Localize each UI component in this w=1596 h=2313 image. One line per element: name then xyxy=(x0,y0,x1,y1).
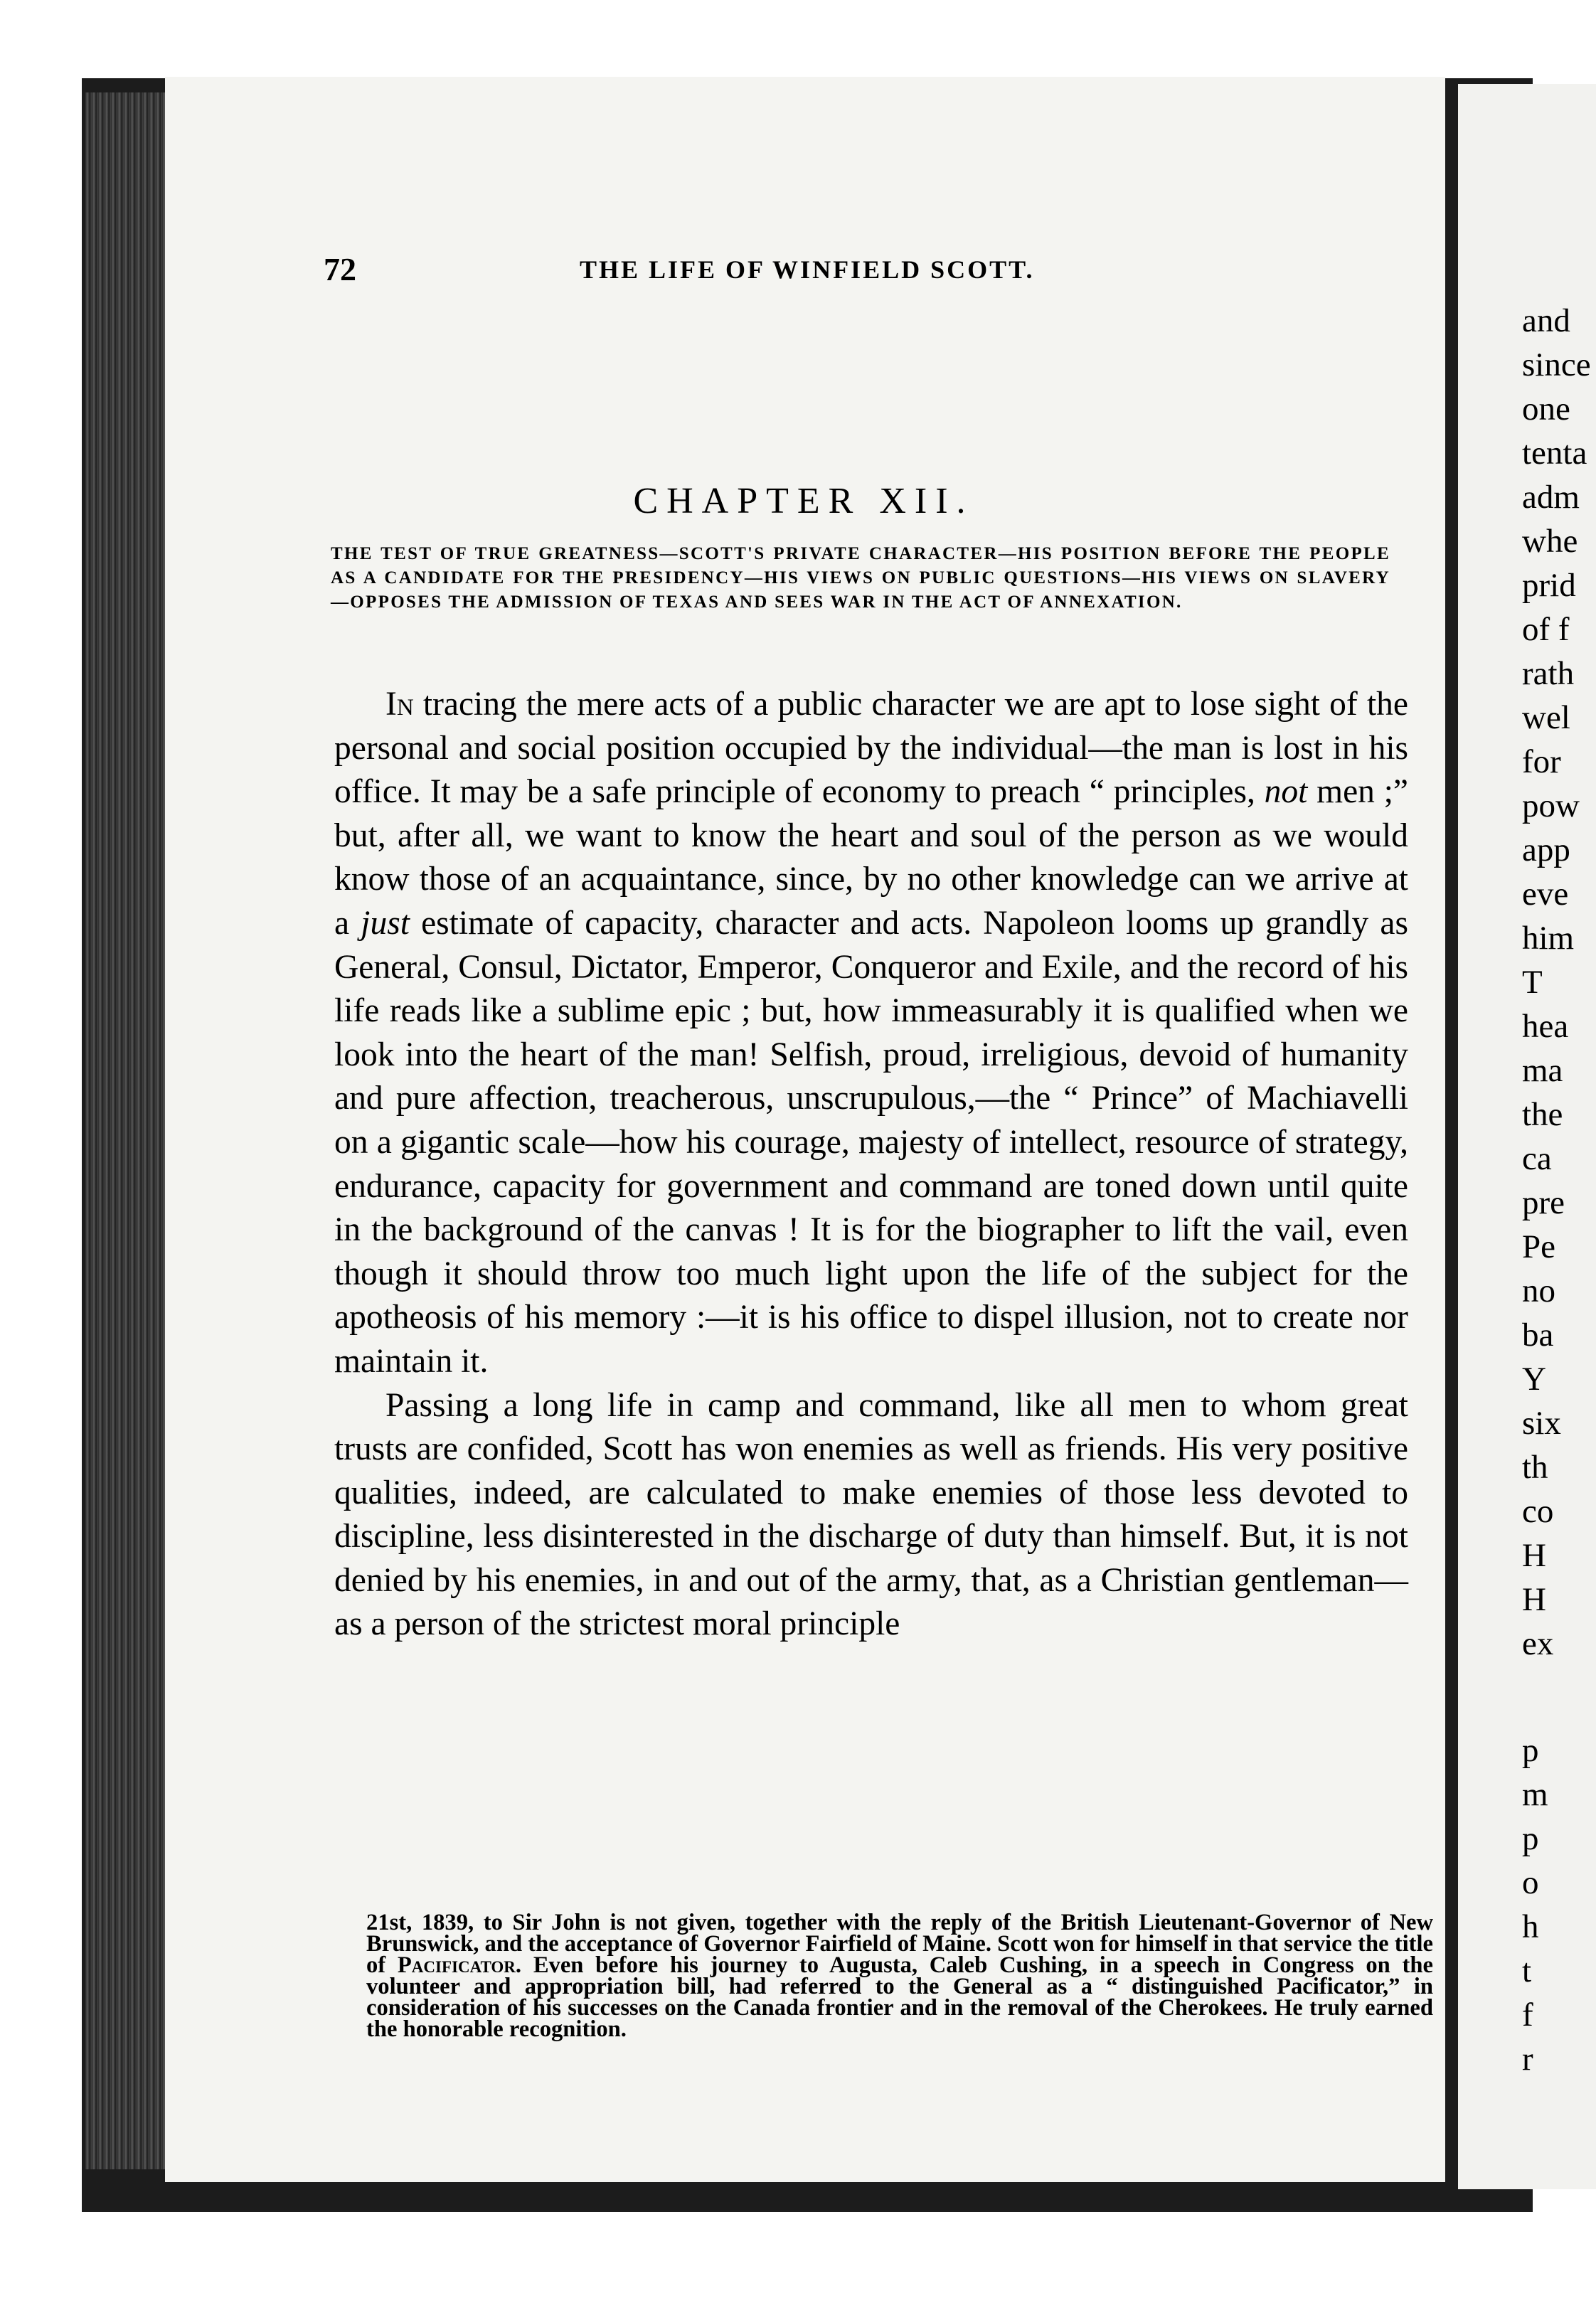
next-page-fragment: him xyxy=(1522,920,1575,957)
next-page-fragment: r xyxy=(1522,2041,1533,2078)
page-edges xyxy=(85,92,167,2169)
next-page-fragment: no xyxy=(1522,1272,1555,1309)
next-page-fragment: pre xyxy=(1522,1184,1565,1221)
next-page-fragment: wel xyxy=(1522,699,1570,736)
next-page-fragment: H xyxy=(1522,1581,1546,1618)
next-page-fragment: app xyxy=(1522,831,1570,868)
fragment-gap xyxy=(1522,1666,1596,1728)
running-title: THE LIFE OF WINFIELD SCOTT. xyxy=(580,255,1035,284)
next-page-fragment: f xyxy=(1522,1996,1533,2033)
footnote: 21st, 1839, to Sir John is not given, together with the reply of the British Lieutenant-Governor of New Brunswick, and the acceptance of Governor Fairfield of Maine. Scott won for himself in that service the title of Pacificator. Even before his journey to Augusta, Caleb Cushing, in a speech in Congress on the volunteer and appropriation bill, had referred to the General as a “ distinguished Pacificator,” in consideration of his successes on the Canada frontier and in the removal of the Cherokees. He truly earned the honorable recognition. xyxy=(366,1910,1433,2042)
next-page-fragment: eve xyxy=(1522,876,1569,913)
fragments-top xyxy=(1522,299,1596,1666)
next-page-fragment: six xyxy=(1522,1405,1561,1442)
next-page-fragment: h xyxy=(1522,1908,1539,1945)
next-page-fragment: hea xyxy=(1522,1008,1569,1045)
next-page-fragment: prid xyxy=(1522,567,1576,604)
next-page-fragment: Pe xyxy=(1522,1228,1555,1265)
next-page-fragment: th xyxy=(1522,1449,1548,1486)
emphasis-not: not xyxy=(1264,773,1308,811)
next-page-fragment: m xyxy=(1522,1776,1548,1813)
next-page-fragment: tenta xyxy=(1522,435,1587,472)
next-page-fragment: o xyxy=(1522,1864,1539,1901)
next-page-fragment: adm xyxy=(1522,479,1580,516)
paragraph-1: In tracing the mere acts of a public character we are apt to lose sight of the personal and social position occupied by the individual—the man is lost in his office. It may be a safe principle of economy to preach “ principles, not men ;” but, after all, we want to know the heart and soul of the person as we would know those of an acquaintance, since, by no other knowledge can we arrive at a just estimate of capacity, character and acts. Napoleon looms up grandly as General, Consul, Dictator, Emperor, Conqueror and Exile, and the record of his life reads like a sublime epic ; but, how immeasurably it is qualified when we look into the heart of the man! Selfish, proud, irreligious, devoid of humanity and pure affection, treacherous, unscrupulous,—the “ Prince” of Machiavelli on a gigantic scale—how his courage, majesty of intellect, resource of strategy, endurance, capacity for government and command are toned down until quite in the background of the canvas ! It is for the biographer to lift the vail, even though it should throw too much light upon the life of the subject for the apotheosis of his memory :—it is his office to dispel illusion, not to create nor maintain it. xyxy=(334,686,1409,1380)
small-caps-lead: In xyxy=(385,686,414,723)
next-page-fragment: rath xyxy=(1522,655,1575,692)
page-number: 72 xyxy=(324,251,356,287)
chapter-summary: THE TEST OF TRUE GREATNESS—SCOTT'S PRIVATE CHARACTER—HIS POSITION BEFORE THE PEOPLE AS A CANDIDATE FOR THE PRESIDENCY—HIS VIEWS ON PUBLIC QUESTIONS—HIS VIEWS ON SLAVERY—OPPOSES THE ADMISSION OF TEXAS AND SEES WAR IN THE ACT OF ANNEXATION. xyxy=(331,544,1390,612)
next-page-fragment: p xyxy=(1522,1732,1539,1769)
paragraph-2: Passing a long life in camp and command, like all men to whom great trusts are confided, Scott has won enemies as well as friends. His very positive qualities, indeed, are calculated to make enemies of those less devoted to discipline, less disinterested in the discharge of duty than himself. But, it is not denied by his enemies, in and out of the army, that, as a Christian gentleman—as a person of the strictest moral principle xyxy=(334,1386,1408,1643)
next-page-fragment: of f xyxy=(1522,611,1570,648)
running-head xyxy=(324,250,1142,293)
next-page-fragment: ex xyxy=(1522,1625,1554,1662)
next-page-fragment: the xyxy=(1522,1096,1563,1133)
next-page-fragment: t xyxy=(1522,1952,1532,1989)
fragments-bottom xyxy=(1522,1728,1596,2081)
next-page-fragment: Y xyxy=(1522,1361,1546,1398)
next-page-fragment: whe xyxy=(1522,523,1578,560)
next-page-fragment: ba xyxy=(1522,1317,1554,1354)
next-page-fragment: ma xyxy=(1522,1052,1563,1089)
next-page-fragment: and xyxy=(1522,302,1570,339)
next-page-fragment: since xyxy=(1522,346,1591,383)
next-page-fragment: pow xyxy=(1522,787,1580,824)
next-page-fragment: one xyxy=(1522,390,1570,427)
emphasis-just: just xyxy=(361,904,410,942)
body-text xyxy=(334,683,1408,1647)
next-page-fragment: for xyxy=(1522,743,1561,780)
pacificator-small-caps: Pacificator. xyxy=(397,1952,522,1978)
next-page-fragment: co xyxy=(1522,1493,1554,1530)
chapter-title: CHAPTER XII. xyxy=(633,481,974,521)
next-page-fragment: p xyxy=(1522,1820,1539,1857)
next-page-fragment: H xyxy=(1522,1537,1546,1574)
next-page-fragment: T xyxy=(1522,964,1543,1001)
next-page-fragment: ca xyxy=(1522,1140,1552,1177)
next-page-fragments xyxy=(1522,299,1596,2081)
